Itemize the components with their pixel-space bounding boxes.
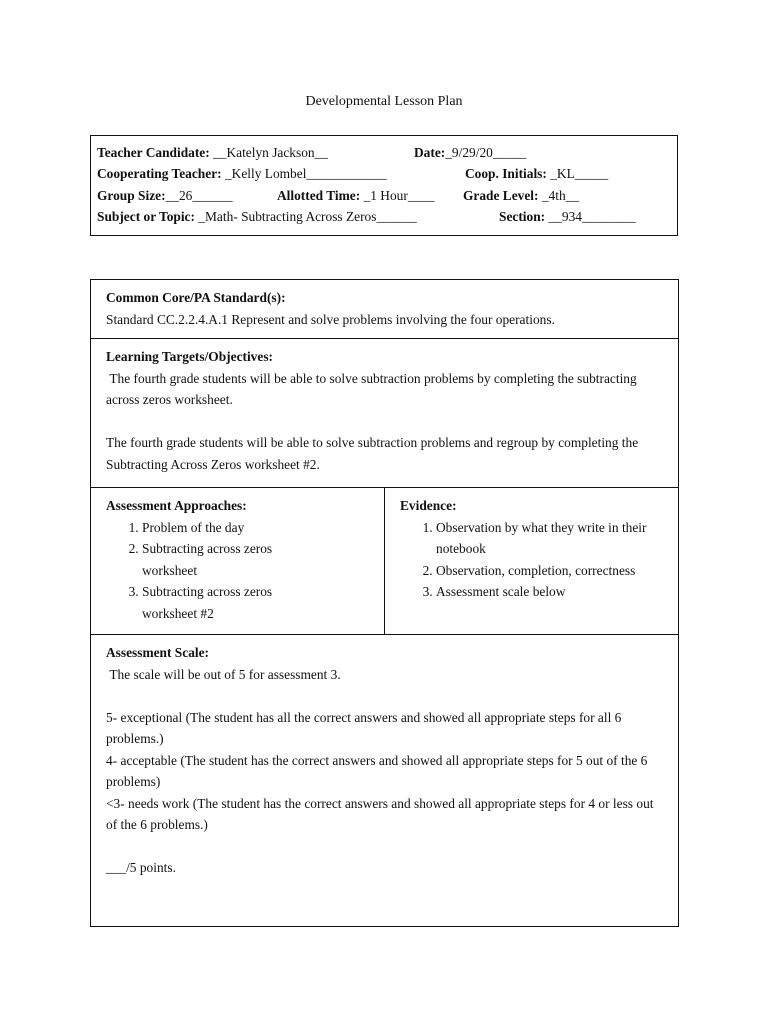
scale-level: <3- needs work (The student has the correct answers and showed all appropriate steps for 4 or less out of the 6 problems.) bbox=[106, 795, 654, 832]
standards-heading: Common Core/PA Standard(s): bbox=[106, 290, 286, 305]
group-size-label: Group Size: bbox=[97, 188, 166, 203]
subject-label: Subject or Topic: bbox=[97, 209, 195, 224]
scale-level: 5- exceptional (The student has all the correct answers and showed all appropriate steps for all 6 problems.) bbox=[106, 709, 622, 746]
standards-row bbox=[91, 280, 679, 339]
lesson-header-box bbox=[90, 135, 678, 236]
allotted-time-label: Allotted Time: bbox=[277, 188, 361, 203]
teacher-candidate-label: Teacher Candidate: bbox=[97, 145, 210, 160]
objectives-row bbox=[91, 339, 679, 488]
date-field bbox=[414, 145, 526, 161]
evidence-heading: Evidence: bbox=[400, 498, 457, 513]
section-field bbox=[499, 209, 636, 225]
objectives-heading: Learning Targets/Objectives: bbox=[106, 349, 273, 364]
section-label: Section: bbox=[499, 209, 546, 224]
list-item: 3. Subtracting across zeros worksheet #2 bbox=[142, 581, 312, 624]
teacher-candidate-value: __Katelyn Jackson__ bbox=[213, 145, 328, 160]
list-item: 3. Assessment scale below bbox=[436, 581, 664, 603]
date-value: _9/29/20_____ bbox=[445, 145, 527, 160]
group-size-value: __26______ bbox=[165, 188, 233, 203]
objective-paragraph: The fourth grade students will be able to solve subtraction problems and regroup by completing the Subtracting Across Zeros worksheet #2. bbox=[106, 435, 639, 472]
cooperating-teacher-label: Cooperating Teacher: bbox=[97, 166, 222, 181]
assessment-approaches-cell bbox=[91, 488, 385, 635]
coop-initials-label: Coop. Initials: bbox=[465, 166, 547, 181]
group-size-field bbox=[97, 188, 233, 204]
assessment-approaches-list bbox=[106, 517, 312, 625]
list-item: 1. Problem of the day bbox=[142, 517, 312, 539]
list-item: 2. Subtracting across zeros worksheet bbox=[142, 538, 312, 581]
list-item: 2. Observation, completion, correctness bbox=[436, 560, 664, 582]
list-item: 1. Observation by what they write in their notebook bbox=[436, 517, 664, 560]
objectives-cell bbox=[91, 339, 679, 488]
cooperating-teacher-field bbox=[97, 166, 387, 182]
evidence-cell bbox=[385, 488, 679, 635]
grade-level-value: _4th__ bbox=[541, 188, 580, 203]
section-value: __934________ bbox=[548, 209, 636, 224]
lesson-plan-table bbox=[90, 279, 679, 927]
scale-row bbox=[91, 635, 679, 927]
assessment-row bbox=[91, 488, 679, 635]
coop-initials-field bbox=[465, 166, 608, 182]
subject-value: _Math- Subtracting Across Zeros______ bbox=[198, 209, 417, 224]
scale-cell bbox=[91, 635, 679, 927]
cooperating-teacher-value: _Kelly Lombel____________ bbox=[224, 166, 387, 181]
standards-text: Standard CC.2.2.4.A.1 Represent and solve problems involving the four operations. bbox=[106, 311, 555, 327]
scale-intro: The scale will be out of 5 for assessment 3. bbox=[106, 666, 341, 682]
scale-points: ___/5 points. bbox=[106, 860, 176, 875]
teacher-candidate-field bbox=[97, 145, 328, 161]
allotted-time-value: _1 Hour____ bbox=[363, 188, 435, 203]
assessment-approaches-heading: Assessment Approaches: bbox=[106, 498, 247, 513]
evidence-list bbox=[400, 517, 664, 603]
standards-cell bbox=[91, 280, 679, 339]
coop-initials-value: _KL_____ bbox=[550, 166, 609, 181]
grade-level-label: Grade Level: bbox=[463, 188, 539, 203]
objective-paragraph: The fourth grade students will be able to solve subtraction problems by completing the subtracting across zeros worksheet. bbox=[106, 370, 641, 407]
scale-heading: Assessment Scale: bbox=[106, 645, 210, 660]
scale-level: 4- acceptable (The student has the correct answers and showed all appropriate steps for 5 out of the 6 problems) bbox=[106, 752, 648, 789]
subject-field bbox=[97, 209, 417, 225]
document-title: Developmental Lesson Plan bbox=[305, 94, 463, 109]
grade-level-field bbox=[463, 188, 579, 204]
allotted-time-field bbox=[277, 188, 435, 204]
date-label: Date: bbox=[414, 145, 446, 160]
